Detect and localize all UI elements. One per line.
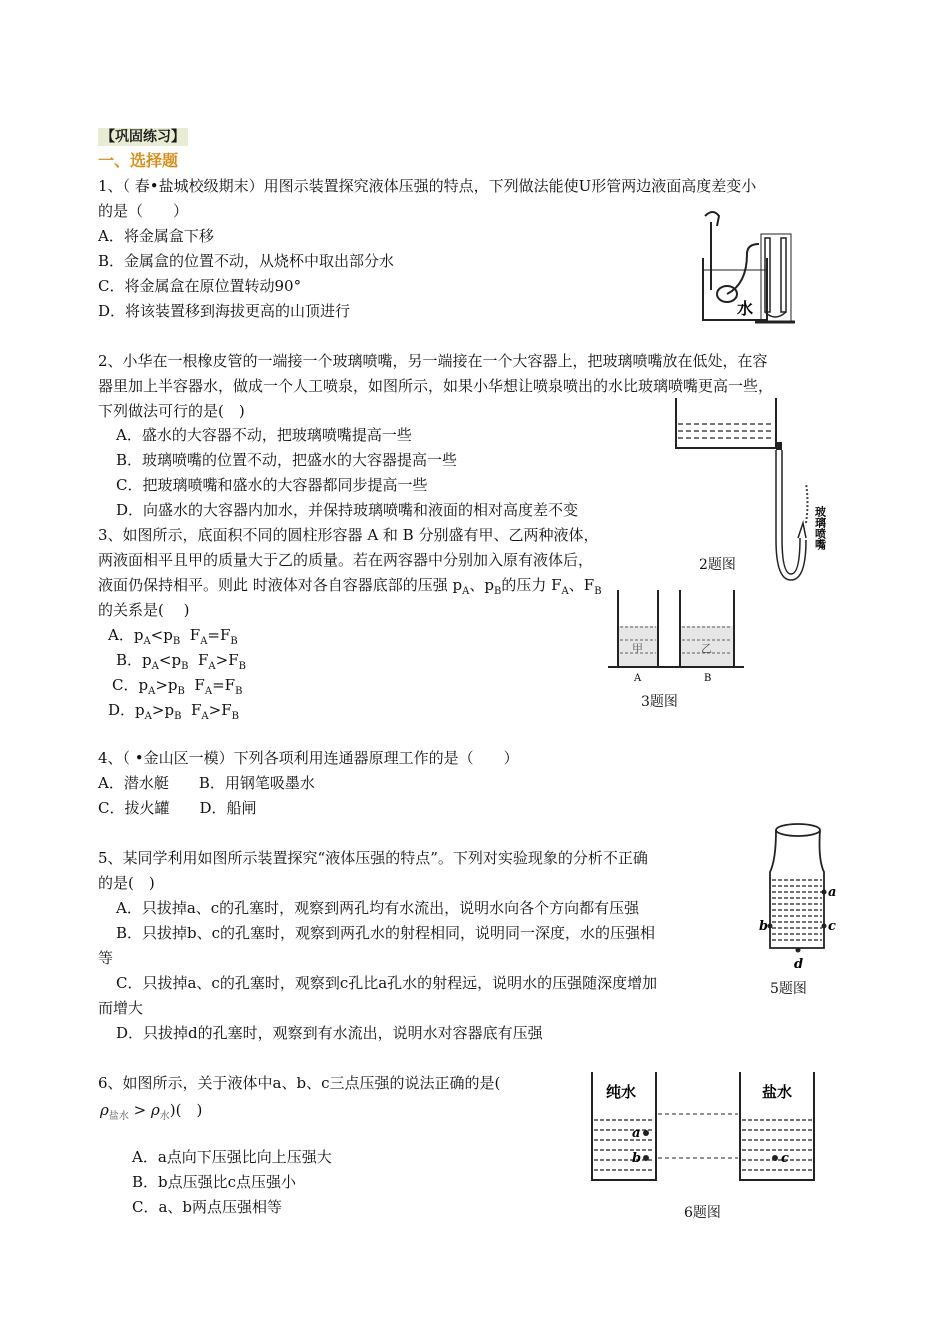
q3-option-d: D．$p_A>p_B$ $F_A>F_B$ xyxy=(108,701,239,722)
q3-option-c: C．$p_A>p_B$ $F_A=F_B$ xyxy=(112,676,243,697)
q3-option-b: B．$p_A<p_B$ $F_A>F_B$ xyxy=(116,651,246,672)
section-heading: 一、选择题 xyxy=(98,151,179,170)
q6-option-a: A．a点向下压强比向上压强大 xyxy=(132,1148,332,1166)
q5-option-b-line2: 等 xyxy=(98,949,114,967)
section-tag: 【巩固练习】 xyxy=(98,128,188,146)
q5-caption: 5题图 xyxy=(770,981,807,997)
q1-option-a: A．将金属盒下移 xyxy=(98,227,214,245)
q6-option-c: C．a、b两点压强相等 xyxy=(132,1198,283,1216)
q2-figure-label xyxy=(814,505,827,551)
svg-text:a: a xyxy=(632,1126,641,1141)
q3-figure-label-a: A xyxy=(634,673,642,684)
q6-stem-line2: $\rho_{盐水} > \rho_水$)( ) xyxy=(100,1101,203,1122)
svg-text:c: c xyxy=(828,919,836,934)
q3-option-a: A．$p_A<p_B$ $F_A=F_B$ xyxy=(108,626,238,647)
q3-figure-label-b: B xyxy=(704,673,712,684)
q3-figure-label-jia: 甲 xyxy=(632,642,643,655)
q3-figure xyxy=(608,590,748,682)
q6-figure xyxy=(588,1072,828,1184)
q2-option-a: A．盛水的大容器不动，把玻璃喷嘴提高一些 xyxy=(116,426,412,444)
q2-stem-line3: 下列做法可行的是( ) xyxy=(98,402,245,420)
q3-figure-label-yi: 乙 xyxy=(701,642,712,655)
q2-figure xyxy=(672,398,842,580)
q3-stem-line4: 的关系是( ) xyxy=(98,601,190,619)
q5-option-c-line1: C．只拔掉a、c的孔塞时，观察到c孔比a孔水的射程远，说明水的压强随深度增加 xyxy=(116,974,658,992)
q5-option-b-line1: B．只拔掉b、c的孔塞时，观察到两孔水的射程相同，说明同一深度，水的压强相 xyxy=(116,924,656,942)
q3-caption: 3题图 xyxy=(641,694,678,710)
svg-text:b: b xyxy=(759,919,769,934)
svg-text:d: d xyxy=(794,957,804,972)
q1-figure xyxy=(685,208,800,326)
svg-text:a: a xyxy=(828,885,837,900)
q5-option-a: A．只拔掉a、c的孔塞时，观察到两孔均有水流出，说明水向各个方向都有压强 xyxy=(116,899,640,917)
q1-stem-line2: 的是（ ） xyxy=(98,202,189,220)
q2-stem-line1: 2、小华在一根橡皮管的一端接一个玻璃喷嘴，另一端接在一个大容器上，把玻璃喷嘴放在低处，在容 xyxy=(98,352,768,370)
svg-text:c: c xyxy=(781,1151,789,1166)
q6-figure-label-salt: 盐水 xyxy=(762,1083,793,1101)
q5-option-d: D．只拔掉d的孔塞时，观察到有水流出，说明水对容器底有压强 xyxy=(116,1024,543,1042)
q4-stem: 4、（ •金山区一模）下列各项利用连通器原理工作的是（ ） xyxy=(98,749,519,767)
q1-option-d: D．将该装置移到海拔更高的山顶进行 xyxy=(98,302,351,320)
q4-options-ab: A．潜水艇 B．用钢笔吸墨水 xyxy=(98,774,315,792)
q5-option-c-line2: 而增大 xyxy=(98,999,144,1017)
svg-text:b: b xyxy=(632,1151,642,1166)
q1-option-b: B．金属盒的位置不动，从烧杯中取出部分水 xyxy=(98,252,395,270)
q5-stem-line1: 5、某同学利用如图所示装置探究“液体压强的特点”。下列对实验现象的分析不正确 xyxy=(98,849,648,867)
q6-option-b: B．b点压强比c点压强小 xyxy=(132,1173,297,1191)
q2-caption: 2题图 xyxy=(699,557,736,573)
q2-option-b: B．玻璃喷嘴的位置不动，把盛水的大容器提高一些 xyxy=(116,451,458,469)
q3-stem-line3: 液面仍保持相平。则此 时液体对各自容器底部的压强 $p_A$、$p_B$的压力 $F_A$、$F_B$ xyxy=(98,576,602,597)
q2-stem-line2: 器里加上半容器水，做成一个人工喷泉，如图所示，如果小华想让喷泉喷出的水比玻璃喷嘴更高一些， xyxy=(98,377,774,395)
q1-option-c: C．将金属盒在原位置转动90° xyxy=(98,277,302,295)
q4-options-cd: C．拔火罐 D．船闸 xyxy=(98,799,257,817)
q3-stem-line1: 3、如图所示，底面积不同的圆柱形容器 A 和 B 分别盛有甲、乙两种液体， xyxy=(98,526,599,544)
q2-option-d: D．向盛水的大容器内加水，并保持玻璃喷嘴和液面的相对高度差不变 xyxy=(116,501,579,519)
q6-figure-label-pure: 纯水 xyxy=(606,1083,637,1101)
q6-stem-line1: 6、如图所示，关于液体中a、b、c三点压强的说法正确的是( xyxy=(98,1074,501,1092)
q5-figure xyxy=(758,822,848,972)
q3-stem-line2: 两液面相平且甲的质量大于乙的质量。若在两容器中分别加入原有液体后， xyxy=(98,551,594,569)
q2-option-c: C．把玻璃喷嘴和盛水的大容器都同步提高一些 xyxy=(116,476,428,494)
q5-stem-line2: 的是( ) xyxy=(98,874,155,892)
q6-caption: 6题图 xyxy=(684,1205,721,1221)
q1-stem-line1: 1、（ 春•盐城校级期末）用图示装置探究液体压强的特点，下列做法能使U形管两边液面高度差变小 xyxy=(98,177,757,195)
svg-text:玻璃喷嘴: 玻璃喷嘴 xyxy=(813,506,827,550)
q1-figure-label: 水 xyxy=(737,299,754,318)
